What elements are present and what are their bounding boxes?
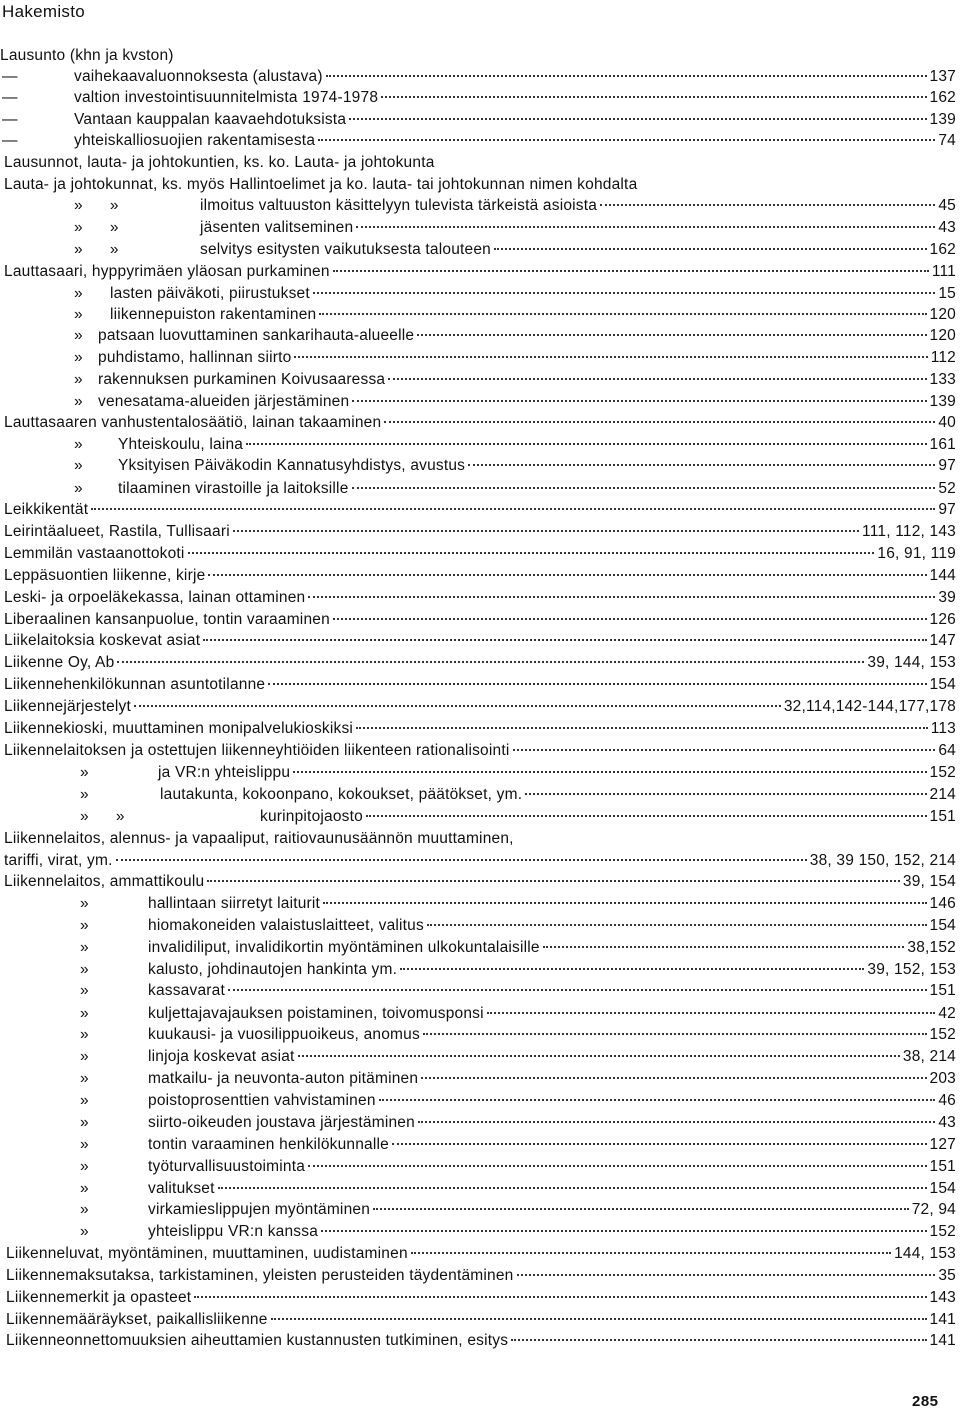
leader-dots — [388, 377, 926, 380]
entry-text: Liikenneluvat, myöntäminen, muuttaminen, uudistaminen — [6, 1245, 408, 1262]
entry-page: 146 — [929, 895, 956, 912]
index-entry — [6, 1310, 956, 1330]
leader-dots — [308, 1164, 926, 1167]
entry-text: Liikennemerkit ja opasteet — [6, 1289, 192, 1306]
entry-prefix: » — [80, 917, 89, 934]
entry-page: 214 — [929, 786, 956, 803]
entry-prefix: » — [80, 1201, 89, 1218]
entry-text: liikennepuiston rakentaminen — [110, 306, 317, 323]
entry-page: 113 — [930, 720, 956, 737]
entry-text: kuljettajavajauksen poistaminen, toivomusponsi — [148, 1005, 484, 1022]
leader-dots — [293, 770, 926, 773]
entry-text: Leirintäalueet, Rastila, Tullisaari — [4, 523, 230, 540]
leader-dots — [194, 1295, 926, 1298]
entry-page: 42 — [938, 1005, 956, 1022]
entry-page: 72, 94 — [911, 1201, 956, 1218]
entry-page: 151 — [929, 982, 956, 999]
entry-page: 133 — [929, 371, 956, 388]
entry-text: työturvallisuustoiminta — [148, 1158, 306, 1175]
entry-prefix: » — [80, 1026, 89, 1043]
index-entry — [80, 785, 956, 805]
entry-text: Liberaalinen kansanpuolue, tontin varaaminen — [4, 611, 330, 628]
index-entry — [80, 1069, 956, 1089]
entry-text: virkamieslippujen myöntäminen — [148, 1201, 371, 1218]
index-entry — [80, 1157, 956, 1177]
entry-text: jäsenten valitseminen — [200, 219, 354, 236]
leader-dots — [203, 638, 926, 641]
index-entry — [74, 218, 956, 238]
index-entry — [4, 851, 956, 871]
entry-prefix: » — [74, 306, 83, 323]
leader-dots — [392, 1142, 927, 1145]
leader-dots — [352, 399, 926, 402]
leader-dots — [356, 225, 935, 228]
entry-text: ilmoitus valtuuston käsittelyyn tulevista tärkeistä asioista — [200, 197, 598, 214]
entry-text: Liikennehenkilökunnan asuntotilanne — [4, 676, 266, 693]
leader-dots — [313, 291, 935, 294]
entry-text: Liikennemaksutaksa, tarkistaminen, yleisten perusteiden täydentäminen — [6, 1267, 514, 1284]
index-entry — [80, 1135, 956, 1155]
index-entry — [74, 240, 956, 260]
leader-dots — [333, 269, 929, 272]
leader-dots — [352, 486, 936, 489]
entry-prefix: — — [2, 111, 18, 128]
entry-page: 32,114,142-144,177,178 — [783, 698, 956, 715]
index-entry — [6, 1266, 956, 1286]
index-entry — [4, 610, 956, 630]
entry-prefix: » — [80, 1005, 89, 1022]
leader-dots — [271, 1317, 927, 1320]
entry-page: 154 — [929, 917, 956, 934]
index-entry — [80, 1004, 956, 1024]
entry-text: tontin varaaminen henkilökunnalle — [148, 1136, 389, 1153]
leader-dots — [319, 312, 926, 315]
entry-page: 35 — [938, 1267, 956, 1284]
leader-dots — [423, 1032, 927, 1035]
leader-dots — [188, 551, 875, 554]
entry-text: Liikennelaitos, ammattikoulu — [4, 873, 205, 890]
entry-prefix: — — [2, 132, 18, 149]
entry-prefix: » — [80, 1092, 89, 1109]
entry-page: 152 — [929, 764, 956, 781]
leader-dots — [208, 573, 926, 576]
leader-dots — [349, 117, 926, 120]
entry-prefix: » — [80, 961, 89, 978]
entry-text: Lauttasaari, hyppyrimäen yläosan purkaminen — [4, 263, 330, 280]
leader-dots — [318, 138, 935, 141]
index-entry — [4, 413, 956, 433]
index-entry — [80, 1113, 956, 1133]
entry-text: kuukausi- ja vuosilippuoikeus, anomus — [148, 1026, 420, 1043]
index-entry — [4, 741, 956, 761]
index-entry — [80, 763, 956, 783]
entry-text: Liikenne Oy, Ab — [4, 654, 115, 671]
entry-prefix: » » — [74, 219, 119, 236]
leader-dots — [323, 901, 926, 904]
index-entry — [74, 326, 956, 346]
index-entry — [74, 305, 956, 325]
entry-page: 40 — [938, 414, 956, 431]
leader-dots — [117, 660, 864, 663]
entry-page: 16, 91, 119 — [877, 545, 956, 562]
entry-page: 152 — [929, 1223, 956, 1240]
entry-prefix: » — [80, 1070, 89, 1087]
leader-dots — [326, 74, 927, 77]
entry-page: 162 — [929, 89, 956, 106]
entry-page: 45 — [938, 197, 956, 214]
entry-page: 154 — [929, 676, 956, 693]
index-entry — [74, 370, 956, 390]
entry-page: 203 — [929, 1070, 956, 1087]
leader-dots — [268, 682, 926, 685]
entry-page: 141 — [929, 1311, 956, 1328]
entry-page: 112 — [930, 349, 956, 366]
index-entry — [2, 88, 956, 108]
entry-page: 143 — [929, 1289, 956, 1306]
index-entry — [74, 479, 956, 499]
index-entry — [80, 807, 956, 827]
entry-page: 38, 39 150, 152, 214 — [809, 852, 956, 869]
entry-prefix: » — [74, 480, 83, 497]
entry-text: Liikennelaitoksen ja ostettujen liikenneyhtiöiden liikenteen rationalisointi — [4, 742, 510, 759]
entry-page: 151 — [929, 808, 956, 825]
index-entry — [74, 348, 956, 368]
entry-text: siirto-oikeuden joustava järjestäminen — [148, 1114, 415, 1131]
leader-dots — [308, 595, 935, 598]
index-entry — [6, 1331, 956, 1351]
leader-dots — [246, 442, 926, 445]
leader-dots — [228, 988, 927, 991]
entry-text: lautakunta, kokoonpano, kokoukset, päätökset, ym. — [160, 786, 523, 803]
leader-dots — [468, 463, 935, 466]
entry-text: Leppäsuontien liikenne, kirje — [4, 567, 206, 584]
entry-page: 39, 154 — [902, 873, 956, 890]
leader-dots — [134, 704, 781, 707]
entry-page: 111 — [931, 263, 956, 280]
entry-text: Liikennemääräykset, paikallisliikenne — [6, 1311, 268, 1328]
entry-prefix: » — [74, 327, 83, 344]
entry-page: 43 — [938, 219, 956, 236]
index-entry — [4, 153, 956, 173]
index-entry — [80, 1091, 956, 1111]
index-entry — [4, 631, 956, 651]
entry-page: 111, 112, 143 — [862, 523, 956, 540]
entry-text: Leikkikentät — [4, 501, 89, 518]
entry-page: 151 — [929, 1158, 956, 1175]
entry-page: 46 — [938, 1092, 956, 1109]
entry-text: invalidiliput, invalidikortin myöntäminen ulkokuntalaisille — [148, 939, 540, 956]
entry-page: 120 — [929, 306, 956, 323]
index-entry — [4, 522, 956, 542]
leader-dots — [294, 355, 927, 358]
leader-dots — [91, 507, 935, 510]
entry-page: 38,152 — [907, 939, 956, 956]
index-entry — [0, 46, 956, 66]
entry-page: 120 — [929, 327, 956, 344]
leader-dots — [421, 1076, 926, 1079]
leader-dots — [356, 726, 928, 729]
entry-text: yhteiskalliosuojien rakentamisesta — [74, 132, 316, 149]
entry-prefix: — — [2, 89, 18, 106]
index-entry — [80, 981, 956, 1001]
entry-text: tilaaminen virastoille ja laitoksille — [118, 480, 349, 497]
entry-prefix: » — [80, 1114, 89, 1131]
index-entry — [74, 392, 956, 412]
entry-prefix: » — [80, 1180, 89, 1197]
index-entry — [4, 588, 956, 608]
entry-text: valitukset — [148, 1180, 215, 1197]
index-entry — [4, 653, 956, 673]
leader-dots — [366, 814, 927, 817]
index-entry — [80, 938, 956, 958]
entry-text: vaihekaavaluonnoksesta (alustava) — [74, 68, 323, 85]
entry-prefix: » — [80, 1136, 89, 1153]
leader-dots — [513, 748, 936, 751]
entry-prefix: » — [74, 436, 83, 453]
leader-dots — [333, 617, 927, 620]
entry-prefix: » — [74, 349, 83, 366]
entry-page: 39, 152, 153 — [867, 961, 956, 978]
index-entry — [74, 284, 956, 304]
entry-text: valtion investointisuunnitelmista 1974-1978 — [74, 89, 379, 106]
leader-dots — [418, 1120, 935, 1123]
entry-page: 147 — [929, 632, 956, 649]
entry-prefix: » — [74, 393, 83, 410]
entry-text: Leski- ja orpoeläkekassa, lainan ottaminen — [4, 589, 306, 606]
index-entry — [4, 719, 956, 739]
leader-dots — [207, 879, 900, 882]
leader-dots — [233, 529, 859, 532]
entry-prefix: » — [80, 1158, 89, 1175]
entry-text: kalusto, johdinautojen hankinta ym. — [148, 961, 398, 978]
entry-prefix: » » — [74, 241, 119, 258]
entry-text: Liikennejärjestelyt — [4, 698, 132, 715]
entry-text: Yhteiskoulu, laina — [118, 436, 244, 453]
leader-dots — [373, 1207, 909, 1210]
entry-text: Lemmilän vastaanottokoti — [4, 545, 185, 562]
entry-prefix: » — [80, 764, 89, 781]
entry-page: 15 — [938, 285, 956, 302]
leader-dots — [600, 203, 935, 206]
index-entry — [2, 131, 956, 151]
index-entry — [80, 916, 956, 936]
index-entry — [4, 697, 956, 717]
page-header: Hakemisto — [2, 2, 86, 21]
index-entry — [80, 1200, 956, 1220]
entry-prefix: » — [74, 285, 83, 302]
index-entry — [80, 1025, 956, 1045]
index-entry — [80, 894, 956, 914]
leader-dots — [116, 858, 807, 861]
entry-page: 38, 214 — [902, 1048, 956, 1065]
entry-page: 127 — [929, 1136, 956, 1153]
entry-text: lasten päiväkoti, piirustukset — [110, 285, 310, 302]
entry-page: 162 — [929, 241, 956, 258]
entry-page: 74 — [938, 132, 956, 149]
leader-dots — [543, 945, 905, 948]
leader-dots — [381, 95, 926, 98]
entry-prefix: » — [80, 895, 89, 912]
entry-prefix: » — [80, 1223, 89, 1240]
entry-text: hiomakoneiden valaistuslaitteet, valitus — [148, 917, 424, 934]
entry-prefix: » — [80, 982, 89, 999]
entry-text: kassavarat — [148, 982, 225, 999]
index-entry — [4, 500, 956, 520]
entry-page: 97 — [938, 457, 956, 474]
page-number: 285 — [912, 1393, 939, 1410]
entry-prefix: — — [2, 68, 18, 85]
entry-page: 139 — [929, 111, 956, 128]
entry-page: 137 — [929, 68, 956, 85]
entry-prefix: » — [80, 939, 89, 956]
entry-text: poistoprosenttien vahvistaminen — [148, 1092, 376, 1109]
leader-dots — [411, 1251, 891, 1254]
leader-dots — [321, 1229, 927, 1232]
index-entry — [80, 1222, 956, 1242]
entry-page: 39 — [938, 589, 956, 606]
entry-text: Liikelaitoksia koskevat asiat — [4, 632, 201, 649]
index-entry — [6, 1288, 956, 1308]
leader-dots — [218, 1186, 927, 1189]
entry-prefix: » — [80, 1048, 89, 1065]
leader-dots — [417, 333, 926, 336]
leader-dots — [427, 923, 927, 926]
entry-page: 64 — [938, 742, 956, 759]
entry-page: 43 — [938, 1114, 956, 1131]
index-entry — [74, 435, 956, 455]
entry-prefix: » » — [74, 197, 119, 214]
entry-text: yhteislippu VR:n kanssa — [148, 1223, 319, 1240]
leader-dots — [384, 420, 935, 423]
entry-text: hallintaan siirretyt laiturit — [148, 895, 321, 912]
entry-text: Lausunnot, lauta- ja johtokuntien, ks. ko. Lauta- ja johtokunta — [4, 154, 435, 171]
entry-page: 161 — [929, 436, 956, 453]
index-entry — [80, 1047, 956, 1067]
index-entry — [4, 872, 956, 892]
leader-dots — [298, 1054, 900, 1057]
index-entry — [80, 1179, 956, 1199]
entry-text: Lauttasaaren vanhustentalosäätiö, lainan takaaminen — [4, 414, 382, 431]
entry-page: 144 — [929, 567, 956, 584]
entry-page: 39, 144, 153 — [867, 654, 956, 671]
index-entry — [80, 960, 956, 980]
index-entry — [74, 196, 956, 216]
entry-page: 152 — [929, 1026, 956, 1043]
entry-text: selvitys esitysten vaikutuksesta talouteen — [200, 241, 491, 258]
entry-text: Liikennelaitos, alennus- ja vapaaliput, raitiovaunusäännön muuttaminen, — [4, 830, 514, 847]
entry-prefix: » — [74, 457, 83, 474]
entry-text: matkailu- ja neuvonta-auton pitäminen — [148, 1070, 419, 1087]
entry-text: Liikenneonnettomuuksien aiheuttamien kustannusten tutkiminen, esitys — [6, 1332, 509, 1349]
entry-prefix: » — [80, 786, 89, 803]
leader-dots — [494, 247, 927, 250]
entry-text: tariffi, virat, ym. — [4, 852, 113, 869]
entry-page: 97 — [938, 501, 956, 518]
entry-text: puhdistamo, hallinnan siirto — [98, 349, 292, 366]
entry-text: Liikennekioski, muuttaminen monipalvelukioskiksi — [4, 720, 354, 737]
entry-prefix: » — [74, 371, 83, 388]
entry-text: patsaan luovuttaminen sankarihauta-alueelle — [98, 327, 415, 344]
index-entry — [4, 829, 956, 849]
entry-page: 144, 153 — [894, 1245, 956, 1262]
entry-text: venesatama-alueiden järjestäminen — [98, 393, 350, 410]
index-entry — [2, 110, 956, 130]
index-entry — [4, 175, 956, 195]
index-entry — [4, 566, 956, 586]
leader-dots — [379, 1098, 936, 1101]
leader-dots — [517, 1273, 936, 1276]
entry-page: 139 — [929, 393, 956, 410]
entry-text: linjoja koskevat asiat — [148, 1048, 295, 1065]
index-entry — [2, 67, 956, 87]
entry-text: Yksityisen Päiväkodin Kannatusyhdistys, avustus — [118, 457, 466, 474]
entry-text: Vantaan kauppalan kaavaehdotuksista — [74, 111, 347, 128]
leader-dots — [487, 1011, 936, 1014]
index-entry — [4, 675, 956, 695]
entry-text: kurinpitojaosto — [260, 808, 363, 825]
entry-page: 141 — [929, 1332, 956, 1349]
entry-text: Lauta- ja johtokunnat, ks. myös Hallintoelimet ja ko. lauta- tai johtokunnan nimen kohdalta — [4, 176, 638, 193]
index-entry — [4, 262, 956, 282]
leader-dots — [511, 1338, 926, 1341]
entry-page: 154 — [929, 1180, 956, 1197]
index-entry — [6, 1244, 956, 1264]
entry-text: Lausunto (khn ja kvston) — [0, 47, 174, 64]
entry-page: 126 — [929, 611, 956, 628]
entry-text: ja VR:n yhteislippu — [158, 764, 291, 781]
entry-text: rakennuksen purkaminen Koivusaaressa — [98, 371, 386, 388]
index-entry — [74, 456, 956, 476]
leader-dots — [400, 967, 864, 970]
leader-dots — [525, 792, 926, 795]
entry-prefix: » » — [80, 808, 125, 825]
entry-page: 52 — [938, 480, 956, 497]
index-entry — [4, 544, 956, 564]
